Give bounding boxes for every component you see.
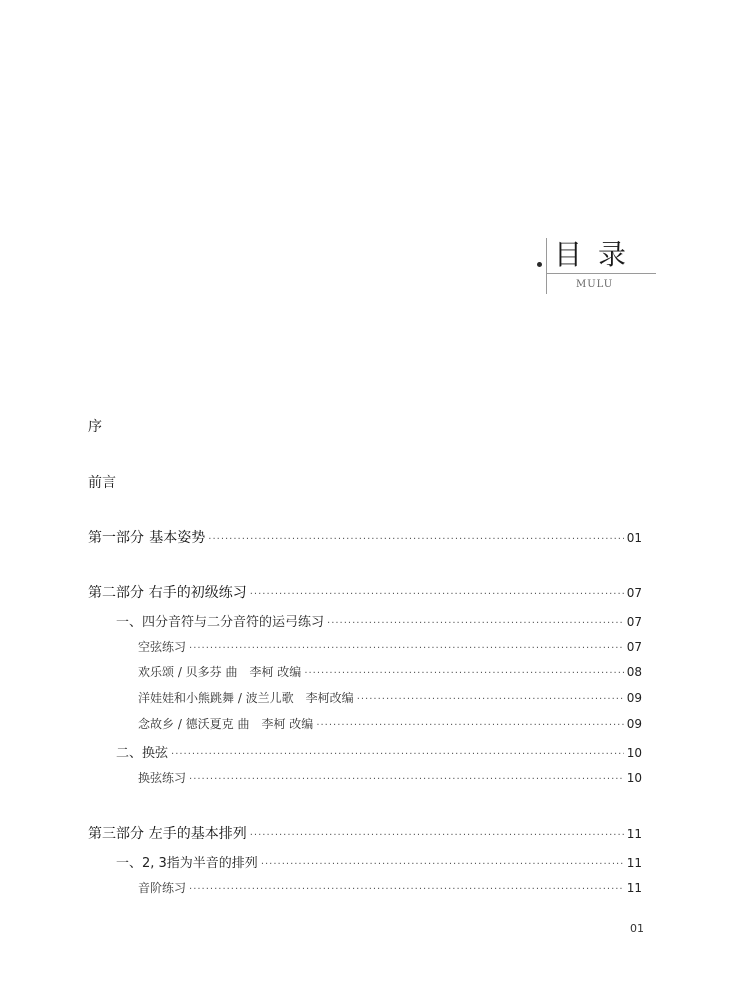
toc-page-number: 10 — [626, 771, 642, 785]
toc-header — [530, 238, 650, 298]
toc-entry-part1[interactable] — [0, 527, 642, 547]
toc-entry-section-2-2[interactable] — [0, 742, 642, 761]
toc-part-title: 左手的基本排列 — [148, 826, 247, 842]
toc-part-label: 第二部分 — [88, 585, 144, 601]
toc-entry-item[interactable] — [0, 663, 642, 680]
toc-leader-dots — [250, 830, 624, 841]
toc-leader-dots — [250, 589, 624, 600]
header-horizontal-rule — [546, 273, 656, 274]
toc-leader-dots — [327, 618, 624, 629]
toc-leader-dots — [189, 774, 624, 785]
toc-page-number: 07 — [626, 615, 642, 629]
toc-leader-dots — [316, 720, 623, 731]
toc-page-number: 07 — [626, 586, 642, 600]
toc-leader-dots — [189, 884, 624, 895]
toc-item-title: 空弦练习 — [138, 640, 187, 654]
toc-item-title: 洋娃娃和小熊跳舞 / 波兰儿歌 李柯改编 — [138, 691, 354, 705]
toc-entry-section-3-1[interactable] — [0, 852, 642, 871]
toc-part-title: 右手的初级练习 — [148, 585, 247, 601]
toc-entry-section-2-1[interactable] — [0, 611, 642, 630]
toc-page-number: 11 — [626, 881, 642, 895]
toc-page-number: 01 — [626, 531, 642, 545]
toc-page-number: 09 — [626, 691, 642, 705]
toc-entry-part3[interactable] — [0, 823, 642, 843]
toc-part-title: 基本姿势 — [149, 530, 206, 546]
toc-page-number: 11 — [626, 856, 642, 870]
toc-item-title: 换弦练习 — [138, 771, 187, 785]
toc-leader-dots — [304, 668, 623, 679]
toc-item-title: 音阶练习 — [138, 881, 187, 895]
toc-entry-item[interactable] — [0, 769, 642, 786]
toc-item-title: 念故乡 / 德沃夏克 曲 李柯 改编 — [138, 717, 314, 731]
toc-item-title: 欢乐颂 / 贝多芬 曲 李柯 改编 — [138, 665, 302, 679]
page-subtitle: MULU — [576, 279, 614, 290]
header-dot — [537, 262, 542, 267]
toc-section-title: 一、四分音符与二分音符的运弓练习 — [116, 615, 325, 630]
toc-entry-item[interactable] — [0, 715, 642, 732]
toc-section-title: 二、换弦 — [116, 746, 169, 761]
toc-leader-dots — [357, 694, 624, 705]
toc-section-title: 一、2, 3指为半音的排列 — [116, 856, 258, 871]
header-vertical-rule — [546, 238, 547, 294]
toc-entry-xu[interactable] — [0, 416, 730, 436]
toc-page-number: 08 — [626, 665, 642, 679]
toc-entry-label: 前言 — [88, 475, 116, 491]
toc-entry-item[interactable] — [0, 689, 642, 706]
toc-page-number: 10 — [626, 746, 642, 760]
toc-entry-item[interactable] — [0, 638, 642, 655]
toc-part-label: 第三部分 — [88, 826, 144, 842]
toc-leader-dots — [189, 643, 624, 654]
toc-entry-qianyan[interactable] — [0, 472, 730, 492]
toc-entry-label: 序 — [88, 419, 102, 435]
page-title: 目录 — [554, 238, 643, 271]
toc-page-number: 09 — [626, 717, 642, 731]
toc-leader-dots — [171, 749, 624, 760]
toc-page-number: 11 — [626, 827, 642, 841]
toc-leader-dots — [261, 859, 624, 870]
toc-page-number: 07 — [626, 640, 642, 654]
toc-entry-part2[interactable] — [0, 582, 642, 602]
toc-entry-item[interactable] — [0, 879, 642, 896]
toc-leader-dots — [208, 534, 623, 545]
page-number: 01 — [630, 922, 644, 935]
toc-part-label: 第一部分 — [88, 530, 144, 546]
